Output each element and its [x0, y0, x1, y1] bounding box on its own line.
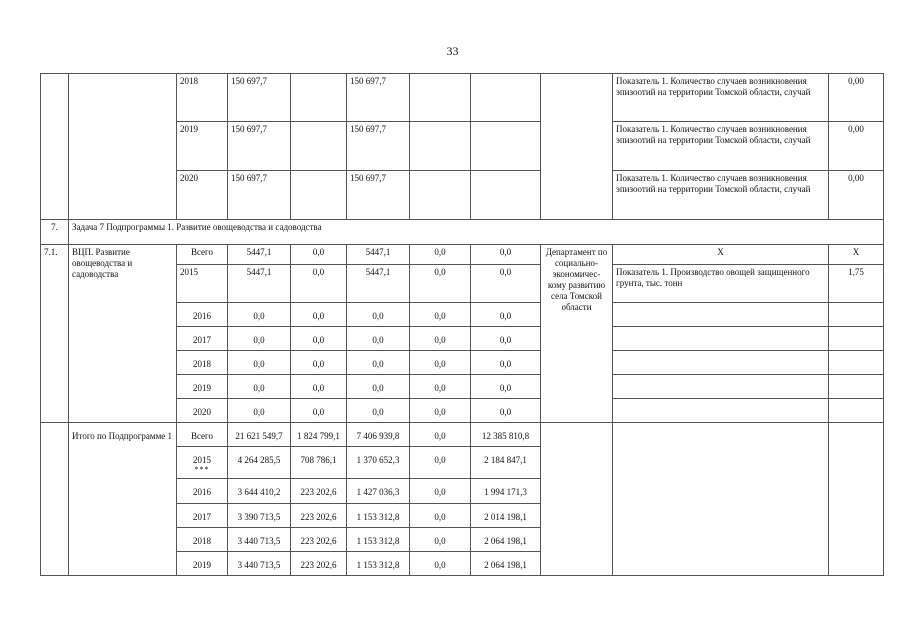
federal-cell — [291, 122, 347, 171]
total-cell: 0,0 — [228, 375, 291, 399]
year-cell: 2018 — [177, 528, 228, 552]
regional-cell: 0,0 — [347, 303, 410, 327]
year-cell: 2019 — [177, 375, 228, 399]
federal-cell: 0,0 — [291, 265, 347, 303]
table-row — [41, 245, 884, 265]
indicator-cell: X — [613, 245, 829, 265]
table-row — [41, 423, 884, 447]
row-name-cell — [69, 74, 177, 220]
regional-cell: 5447,1 — [347, 265, 410, 303]
year-cell: 2018 — [177, 74, 228, 122]
federal-cell: 223 202,6 — [291, 528, 347, 552]
year-cell: 2017 — [177, 504, 228, 528]
local-cell: 0,0 — [410, 351, 471, 375]
page-number: 33 — [446, 44, 459, 58]
indicator-value-cell — [829, 303, 884, 327]
extra-cell — [471, 171, 541, 220]
regional-cell: 1 153 312,8 — [347, 528, 410, 552]
regional-cell: 1 153 312,8 — [347, 552, 410, 576]
regional-cell: 7 406 939,8 — [347, 423, 410, 447]
indicator-value-cell: 0,00 — [829, 171, 884, 220]
extra-cell: 0,0 — [471, 327, 541, 351]
federal-cell: 223 202,6 — [291, 552, 347, 576]
local-cell: 0,0 — [410, 327, 471, 351]
year-cell: 2019 — [177, 552, 228, 576]
extra-cell: 12 385 810,8 — [471, 423, 541, 447]
federal-cell: 0,0 — [291, 351, 347, 375]
total-cell: 0,0 — [228, 303, 291, 327]
federal-cell: 223 202,6 — [291, 504, 347, 528]
federal-cell — [291, 74, 347, 122]
total-cell: 3 440 713,5 — [228, 552, 291, 576]
extra-cell: 0,0 — [471, 399, 541, 423]
row-num-cell — [41, 74, 69, 220]
indicator-value-cell — [829, 327, 884, 351]
local-cell: 0,0 — [410, 504, 471, 528]
local-cell — [410, 171, 471, 220]
task-num: 7. — [41, 220, 69, 245]
total-cell: 0,0 — [228, 399, 291, 423]
regional-cell: 5447,1 — [347, 245, 410, 265]
regional-cell: 150 697,7 — [347, 122, 410, 171]
indicator-cell: Показатель 1. Количество случаев возникновения эпизоотий на территории Томской области, случай — [613, 122, 829, 171]
extra-cell: 0,0 — [471, 351, 541, 375]
local-cell: 0,0 — [410, 303, 471, 327]
federal-cell: 708 786,1 — [291, 447, 347, 479]
extra-cell: 2 184 847,1 — [471, 447, 541, 479]
total-cell: 0,0 — [228, 327, 291, 351]
vcp-num: 7.1. — [41, 245, 69, 423]
year-cell: 2020 — [177, 171, 228, 220]
vcp-name: ВЦП. Развитие овощеводства и садоводства — [69, 245, 177, 423]
regional-cell: 0,0 — [347, 351, 410, 375]
federal-cell: 0,0 — [291, 399, 347, 423]
local-cell: 0,0 — [410, 265, 471, 303]
indicator-value-cell: X — [829, 245, 884, 265]
federal-cell: 0,0 — [291, 327, 347, 351]
local-cell: 0,0 — [410, 375, 471, 399]
local-cell: 0,0 — [410, 447, 471, 479]
indicator-value-cell — [829, 351, 884, 375]
year-cell: 2016 — [177, 479, 228, 504]
extra-cell: 1 994 171,3 — [471, 479, 541, 504]
regional-cell: 1 427 036,3 — [347, 479, 410, 504]
federal-cell — [291, 171, 347, 220]
indicator-cell: Показатель 1. Количество случаев возникновения эпизоотий на территории Томской области, случай — [613, 74, 829, 122]
regional-cell: 1 153 312,8 — [347, 504, 410, 528]
indicator-value-cell — [829, 423, 884, 576]
federal-cell: 0,0 — [291, 245, 347, 265]
local-cell: 0,0 — [410, 399, 471, 423]
total-cell: 3 644 410,2 — [228, 479, 291, 504]
indicator-value-cell: 1,75 — [829, 265, 884, 303]
indicator-value-cell: 0,00 — [829, 74, 884, 122]
total-cell: 150 697,7 — [228, 171, 291, 220]
itogo-name: Итого по Подпрограмме 1 — [69, 423, 177, 576]
indicator-cell: Показатель 1. Производство овощей защищенного грунта, тыс. тонн — [613, 265, 829, 303]
year-cell: Всего — [177, 245, 228, 265]
local-cell: 0,0 — [410, 479, 471, 504]
indicator-cell: Показатель 1. Количество случаев возникновения эпизоотий на территории Томской области, случай — [613, 171, 829, 220]
total-cell: 0,0 — [228, 351, 291, 375]
extra-cell — [471, 74, 541, 122]
extra-cell: 2 064 198,1 — [471, 552, 541, 576]
regional-cell: 0,0 — [347, 327, 410, 351]
extra-cell: 2 064 198,1 — [471, 528, 541, 552]
indicator-cell — [613, 351, 829, 375]
local-cell: 0,0 — [410, 423, 471, 447]
federal-cell: 0,0 — [291, 303, 347, 327]
table-row — [41, 74, 884, 122]
indicator-cell — [613, 423, 829, 576]
task-row — [41, 220, 884, 245]
total-cell: 150 697,7 — [228, 122, 291, 171]
footnote-mark: *** — [194, 465, 210, 474]
local-cell — [410, 122, 471, 171]
regional-cell: 0,0 — [347, 399, 410, 423]
local-cell: 0,0 — [410, 528, 471, 552]
year-cell — [177, 447, 228, 479]
year-cell: 2020 — [177, 399, 228, 423]
year-cell: 2015 — [177, 265, 228, 303]
extra-cell: 0,0 — [471, 303, 541, 327]
indicator-value-cell — [829, 375, 884, 399]
extra-cell: 2 014 198,1 — [471, 504, 541, 528]
total-cell: 5447,1 — [228, 265, 291, 303]
indicator-cell — [613, 327, 829, 351]
federal-cell: 1 824 799,1 — [291, 423, 347, 447]
regional-cell: 150 697,7 — [347, 74, 410, 122]
indicator-cell — [613, 303, 829, 327]
regional-cell: 1 370 652,3 — [347, 447, 410, 479]
local-cell: 0,0 — [410, 552, 471, 576]
year-cell: 2017 — [177, 327, 228, 351]
indicator-cell — [613, 375, 829, 399]
department-cell: Департамент по социально-экономичес-кому развитию села Томской области — [541, 245, 613, 423]
year-cell: 2019 — [177, 122, 228, 171]
local-cell — [410, 74, 471, 122]
federal-cell: 223 202,6 — [291, 479, 347, 504]
total-cell: 3 390 713,5 — [228, 504, 291, 528]
indicator-value-cell: 0,00 — [829, 122, 884, 171]
task-title: Задача 7 Подпрограммы 1. Развитие овощеводства и садоводства — [69, 220, 884, 245]
extra-cell — [471, 122, 541, 171]
regional-cell: 0,0 — [347, 375, 410, 399]
year-cell: 2016 — [177, 303, 228, 327]
extra-cell: 0,0 — [471, 375, 541, 399]
department-cell — [541, 423, 613, 576]
total-cell: 150 697,7 — [228, 74, 291, 122]
year-cell: Всего — [177, 423, 228, 447]
total-cell: 21 621 549,7 — [228, 423, 291, 447]
extra-cell: 0,0 — [471, 245, 541, 265]
total-cell: 5447,1 — [228, 245, 291, 265]
federal-cell: 0,0 — [291, 375, 347, 399]
total-cell: 4 264 285,5 — [228, 447, 291, 479]
department-cell — [541, 74, 613, 220]
year-label: 2015 — [193, 455, 211, 465]
budget-table — [40, 73, 884, 576]
indicator-value-cell — [829, 399, 884, 423]
regional-cell: 150 697,7 — [347, 171, 410, 220]
local-cell: 0,0 — [410, 245, 471, 265]
total-cell: 3 440 713,5 — [228, 528, 291, 552]
indicator-cell — [613, 399, 829, 423]
extra-cell: 0,0 — [471, 265, 541, 303]
row-num-cell — [41, 423, 69, 576]
year-cell: 2018 — [177, 351, 228, 375]
